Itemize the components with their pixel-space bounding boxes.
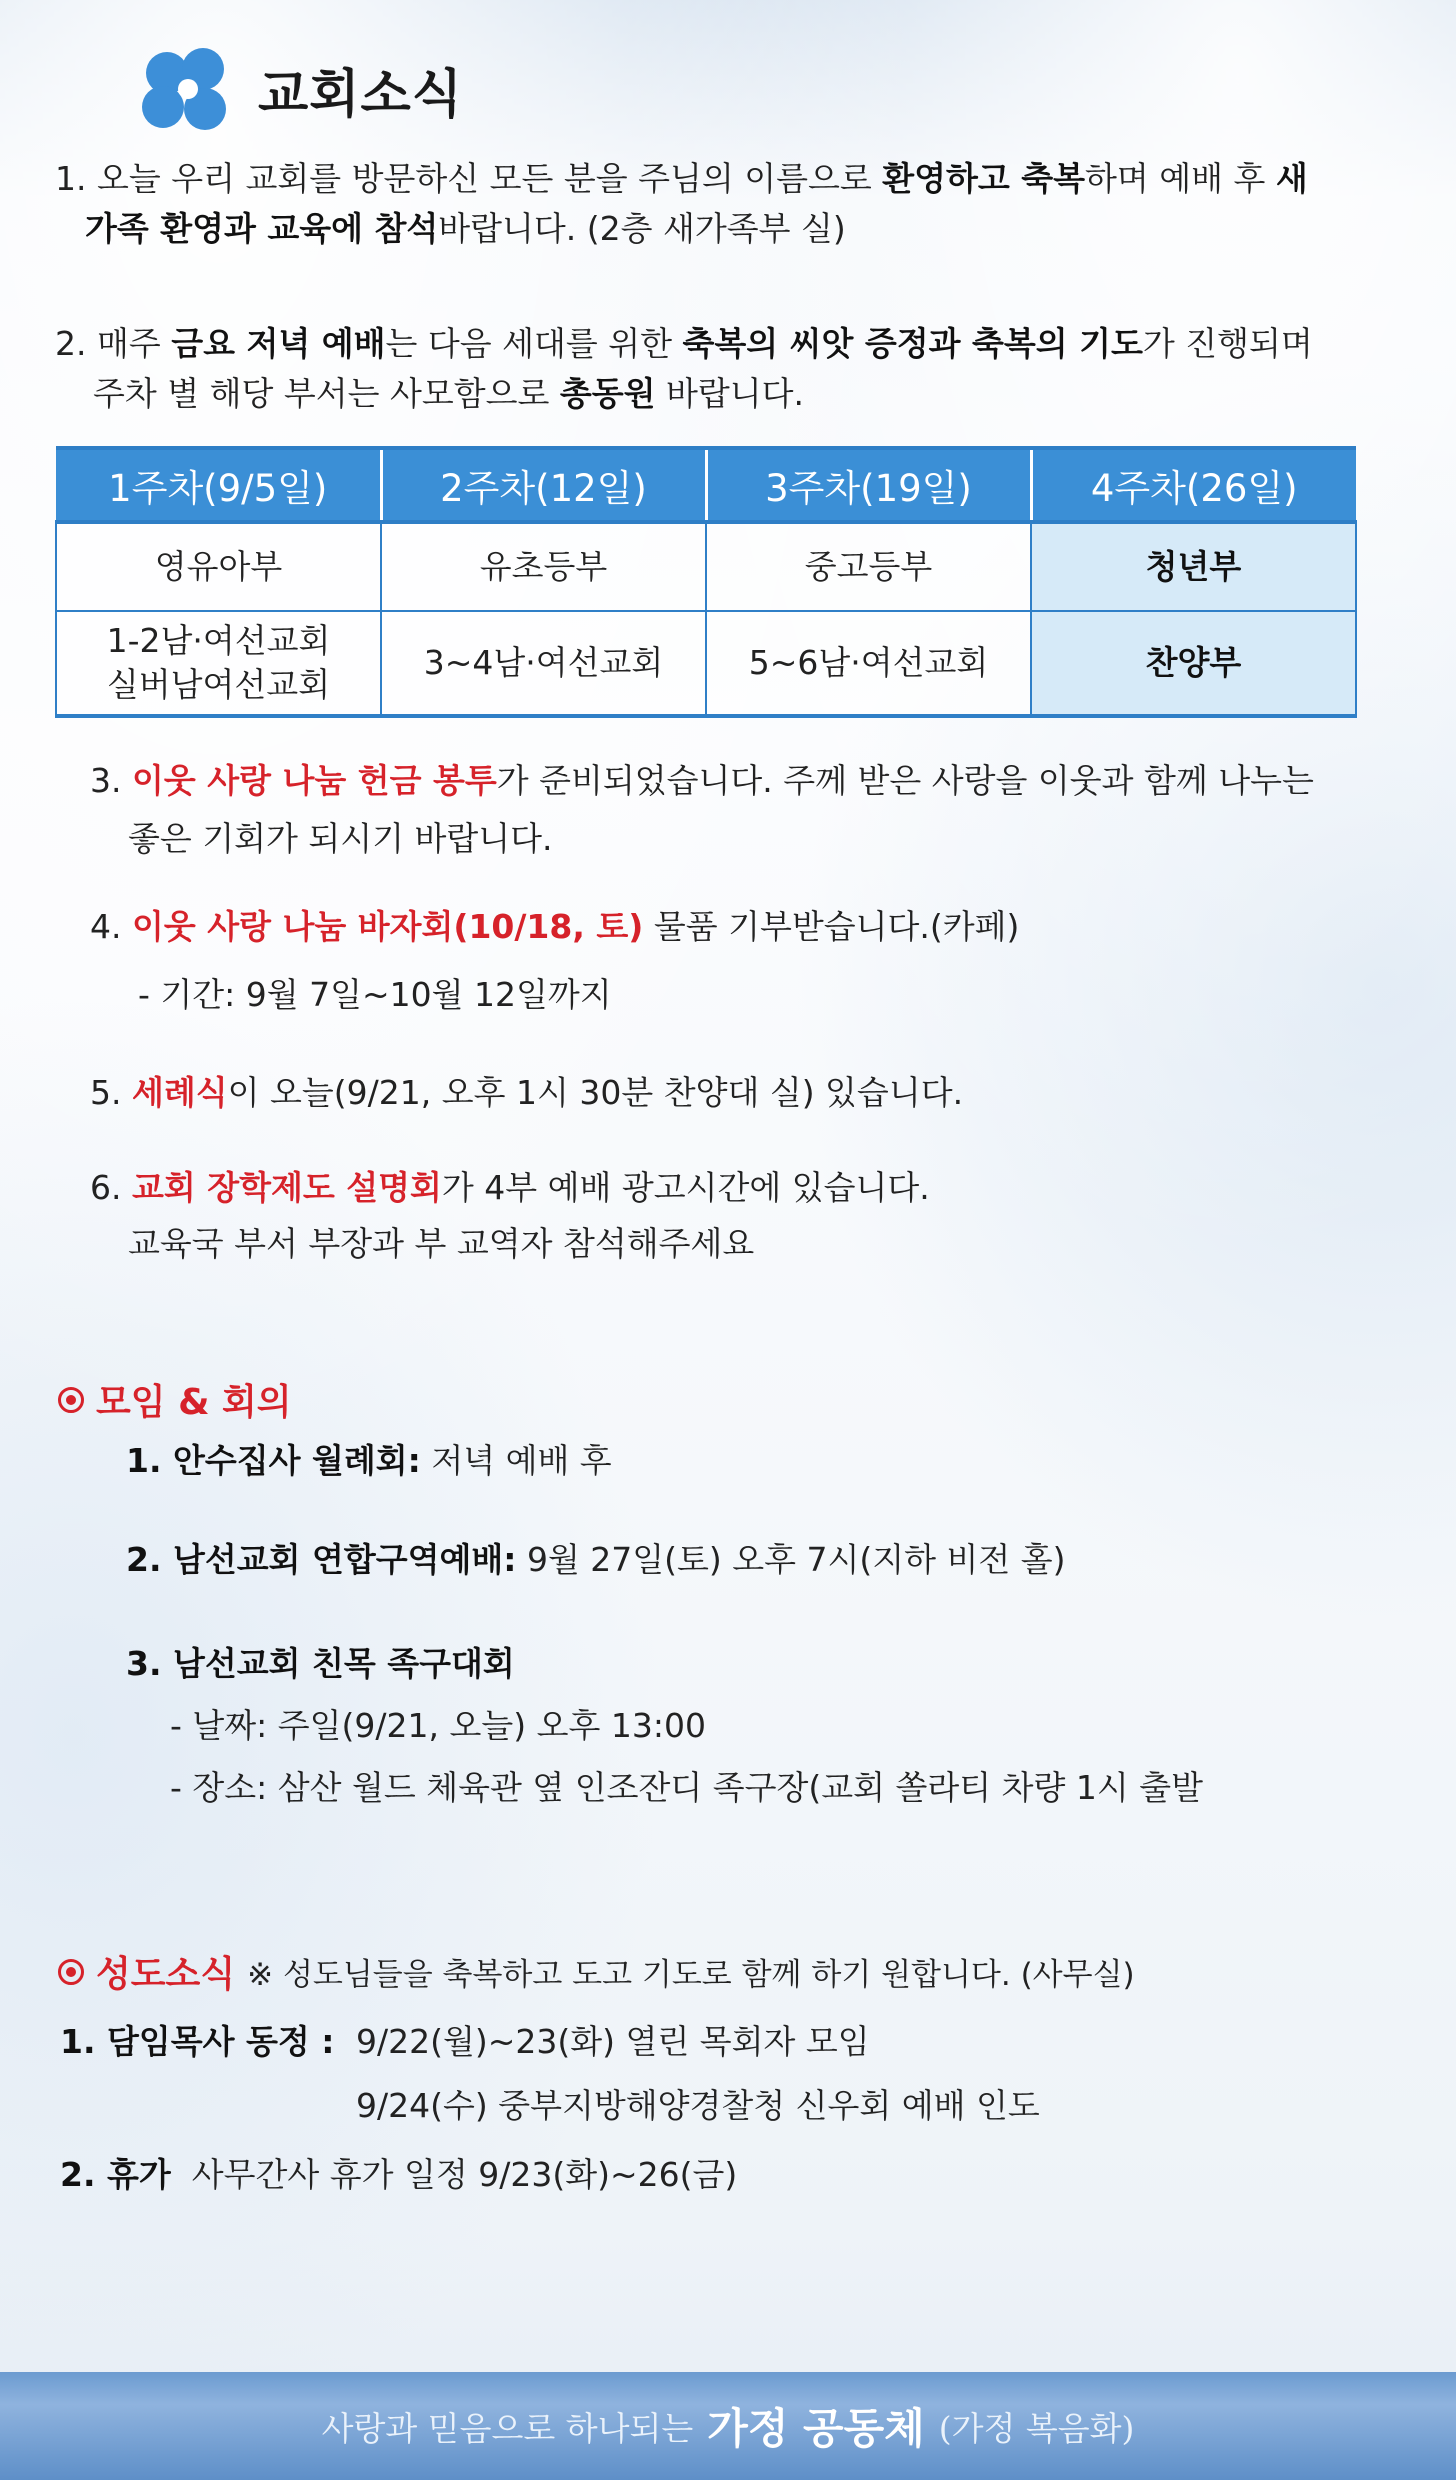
notice-1: 1. 오늘 우리 교회를 방문하신 모든 분을 주님의 이름으로 환영하고 축복하며 예배 후 새 가족 환영과 교육에 참석바랍니다. (2층 새가족부 실)	[55, 159, 1308, 248]
target-bullet-icon	[58, 1387, 84, 1413]
footer-banner: 사랑과 믿음으로 하나되는 가정 공동체 (가정 복음화)	[0, 2372, 1456, 2480]
member-news-2: 2. 휴가 사무간사 휴가 일정 9/23(화)~26(금)	[60, 2155, 738, 2194]
notice-6: 6. 교회 장학제도 설명회가 4부 예배 광고시간에 있습니다. 교육국 부서 부장과 부 교역자 참석해주세요	[90, 1168, 930, 1263]
target-bullet-icon	[58, 1959, 84, 1985]
table-cell: 중고등부	[706, 522, 1031, 611]
table-header-cell: 4주차(26일)	[1031, 448, 1356, 522]
members-heading: 성도소식 ※ 성도님들을 축복하고 도고 기도로 함께 하기 원합니다. (사무실)	[58, 1946, 1135, 1997]
weekly-schedule-table	[55, 446, 1357, 718]
notice-5: 5. 세례식이 오늘(9/21, 오후 1시 30분 찬양대 실) 있습니다.	[90, 1073, 964, 1112]
table-header-row	[56, 448, 1356, 522]
notice-3: 3. 이웃 사랑 나눔 헌금 봉투가 준비되었습니다. 주께 받은 사랑을 이웃과 함께 나누는 좋은 기회가 되시기 바랍니다.	[90, 761, 1314, 858]
member-news-1: 1. 담임목사 동정 : 9/22(월)~23(화) 열린 목회자 모임 9/24(수) 중부지방해양경찰청 신우회 예배 인도	[60, 2022, 1040, 2125]
meeting-2: 2. 남선교회 연합구역예배: 9월 27일(토) 오후 7시(지하 비전 홀)	[126, 1540, 1066, 1579]
table-cell: 영유아부	[56, 522, 381, 611]
table-cell-highlight: 청년부	[1031, 522, 1356, 611]
table-row	[56, 522, 1356, 611]
notice-2: 2. 매주 금요 저녁 예배는 다음 세대를 위한 축복의 씨앗 증정과 축복의 기도가 진행되며 주차 별 해당 부서는 사모함으로 총동원 바랍니다.	[55, 324, 1313, 413]
table-cell-highlight: 찬양부	[1031, 611, 1356, 716]
table-cell: 유초등부	[381, 522, 706, 611]
meeting-3: 3. 남선교회 친목 족구대회 - 날짜: 주일(9/21, 오늘) 오후 13:00 - 장소: 삼산 월드 체육관 옆 인조잔디 족구장(교회 쏠라티 차량 1시 출발	[126, 1644, 1203, 1807]
table-cell: 1-2남·여선교회 실버남여선교회	[56, 611, 381, 716]
meeting-1: 1. 안수집사 월례회: 저녁 예배 후	[126, 1441, 612, 1480]
table-header-cell: 3주차(19일)	[706, 448, 1031, 522]
notice-4: 4. 이웃 사랑 나눔 바자회(10/18, 토) 물품 기부받습니다.(카페) - 기간: 9월 7일~10월 12일까지	[90, 907, 1020, 1014]
page-title: 교회소식	[258, 64, 463, 125]
table-cell: 3~4남·여선교회	[381, 611, 706, 716]
table-cell: 5~6남·여선교회	[706, 611, 1031, 716]
table-header-cell: 2주차(12일)	[381, 448, 706, 522]
meetings-heading: 모임 & 회의	[58, 1374, 292, 1425]
page-header	[138, 44, 463, 134]
flower-logo-icon	[138, 44, 238, 134]
table-row	[56, 611, 1356, 716]
table-header-cell: 1주차(9/5일)	[56, 448, 381, 522]
